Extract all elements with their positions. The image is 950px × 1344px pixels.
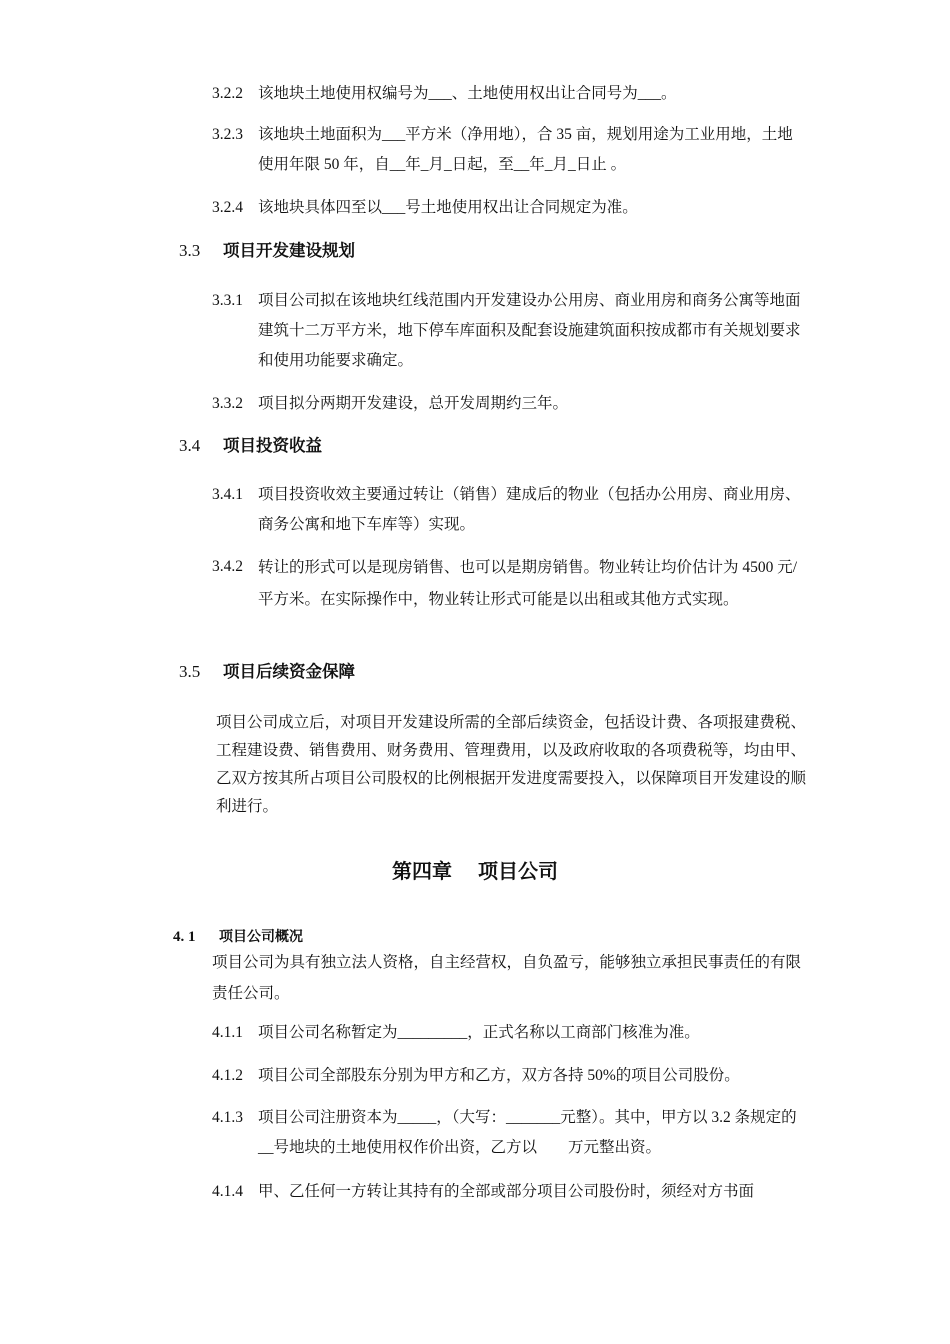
section-number: 3.5 (179, 662, 201, 681)
section-number: 3.4 (179, 436, 201, 455)
clause-text: 该地块土地面积为___平方米（净用地），合 35 亩，规划用途为工业用地，土地使用年限 50 年，自__年_月_日起，至__年_月_日止 。 (258, 126, 793, 173)
clause-number: 3.2.2 (212, 85, 243, 102)
chapter-number: 第四章 (392, 859, 452, 883)
section-title: 项目投资收益 (223, 436, 322, 455)
clause-text: 甲、乙任何一方转让其持有的全部或部分项目公司股份时，须经对方书面 (258, 1183, 755, 1200)
clause-number: 3.3.2 (212, 395, 243, 412)
clause-3-2-3 (212, 120, 807, 180)
clause-number: 4.1.1 (212, 1024, 243, 1041)
clause-text: 项目公司拟在该地块红线范围内开发建设办公用房、商业用房和商务公寓等地面建筑十二万平方米，地下停车库面积及配套设施建筑面积按成都市有关规划要求和使用功能要求确定。 (258, 292, 801, 369)
clause-4-1-2 (212, 1061, 807, 1091)
clause-3-4-2 (212, 552, 807, 616)
clause-4-1-1 (212, 1018, 807, 1048)
section-3-3-heading (179, 238, 355, 264)
section-title: 项目后续资金保障 (223, 662, 355, 681)
chapter-heading (0, 856, 950, 886)
section-title: 项目开发建设规划 (223, 241, 355, 260)
section-number: 3.3 (179, 241, 201, 260)
clause-text: 该地块土地使用权编号为___、土地使用权出让合同号为___。 (258, 85, 677, 102)
subsection-number: 4. 1 (173, 929, 196, 945)
clause-number: 4.1.4 (212, 1183, 243, 1200)
clause-3-4-1 (212, 480, 807, 540)
clause-number: 3.2.3 (212, 126, 243, 143)
clause-text: 项目拟分两期开发建设，总开发周期约三年。 (258, 395, 569, 412)
clause-number: 3.3.1 (212, 292, 243, 309)
clause-number: 4.1.2 (212, 1067, 243, 1084)
clause-text: 项目公司全部股东分别为甲方和乙方，双方各持 50%的项目公司股份。 (258, 1067, 740, 1084)
clause-3-3-1 (212, 286, 807, 376)
clause-4-1-4 (212, 1177, 807, 1207)
clause-3-2-2 (212, 79, 807, 109)
clause-3-2-4 (212, 193, 807, 223)
subsection-4-1-intro: 项目公司为具有独立法人资格，自主经营权，自负盈亏，能够独立承担民事责任的有限责任公司。 (212, 954, 802, 1002)
chapter-title: 项目公司 (478, 859, 558, 883)
clause-number: 3.4.1 (212, 486, 243, 503)
clause-text: 项目投资收效主要通过转让（销售）建成后的物业（包括办公用房、商业用房、商务公寓和地下车库等）实现。 (258, 486, 801, 533)
section-3-4-heading (179, 433, 322, 459)
section-3-5-paragraph: 项目公司成立后，对项目开发建设所需的全部后续资金，包括设计费、各项报建费税、工程建设费、销售费用、财务费用、管理费用，以及政府收取的各项费税等，均由甲、乙双方按其所占项目公司股权的比例根据开发进度需要投入，以保障项目开发建设的顺利进行。 (216, 714, 806, 815)
clause-text: 转让的形式可以是现房销售、也可以是期房销售。物业转让均价估计为 4500 元/平方米。在实际操作中，物业转让形式可能是以出租或其他方式实现。 (258, 559, 798, 608)
clause-number: 3.2.4 (212, 199, 243, 216)
subsection-4-1-heading (173, 926, 303, 948)
clause-text: 项目公司名称暂定为_________，正式名称以工商部门核准为准。 (258, 1024, 700, 1041)
clause-4-1-3 (212, 1103, 807, 1163)
clause-number: 3.4.2 (212, 558, 243, 575)
section-3-5-heading (179, 659, 355, 685)
clause-text: 项目公司注册资本为_____，（大写：_______元整）。其中，甲方以 3.2 条规定的__号地块的土地使用权作价出资，乙方以 万元整出资。 (258, 1109, 797, 1156)
clause-number: 4.1.3 (212, 1109, 243, 1126)
clause-3-3-2 (212, 389, 807, 419)
subsection-title: 项目公司概况 (219, 929, 303, 945)
clause-text: 该地块具体四至以___号土地使用权出让合同规定为准。 (258, 199, 638, 216)
